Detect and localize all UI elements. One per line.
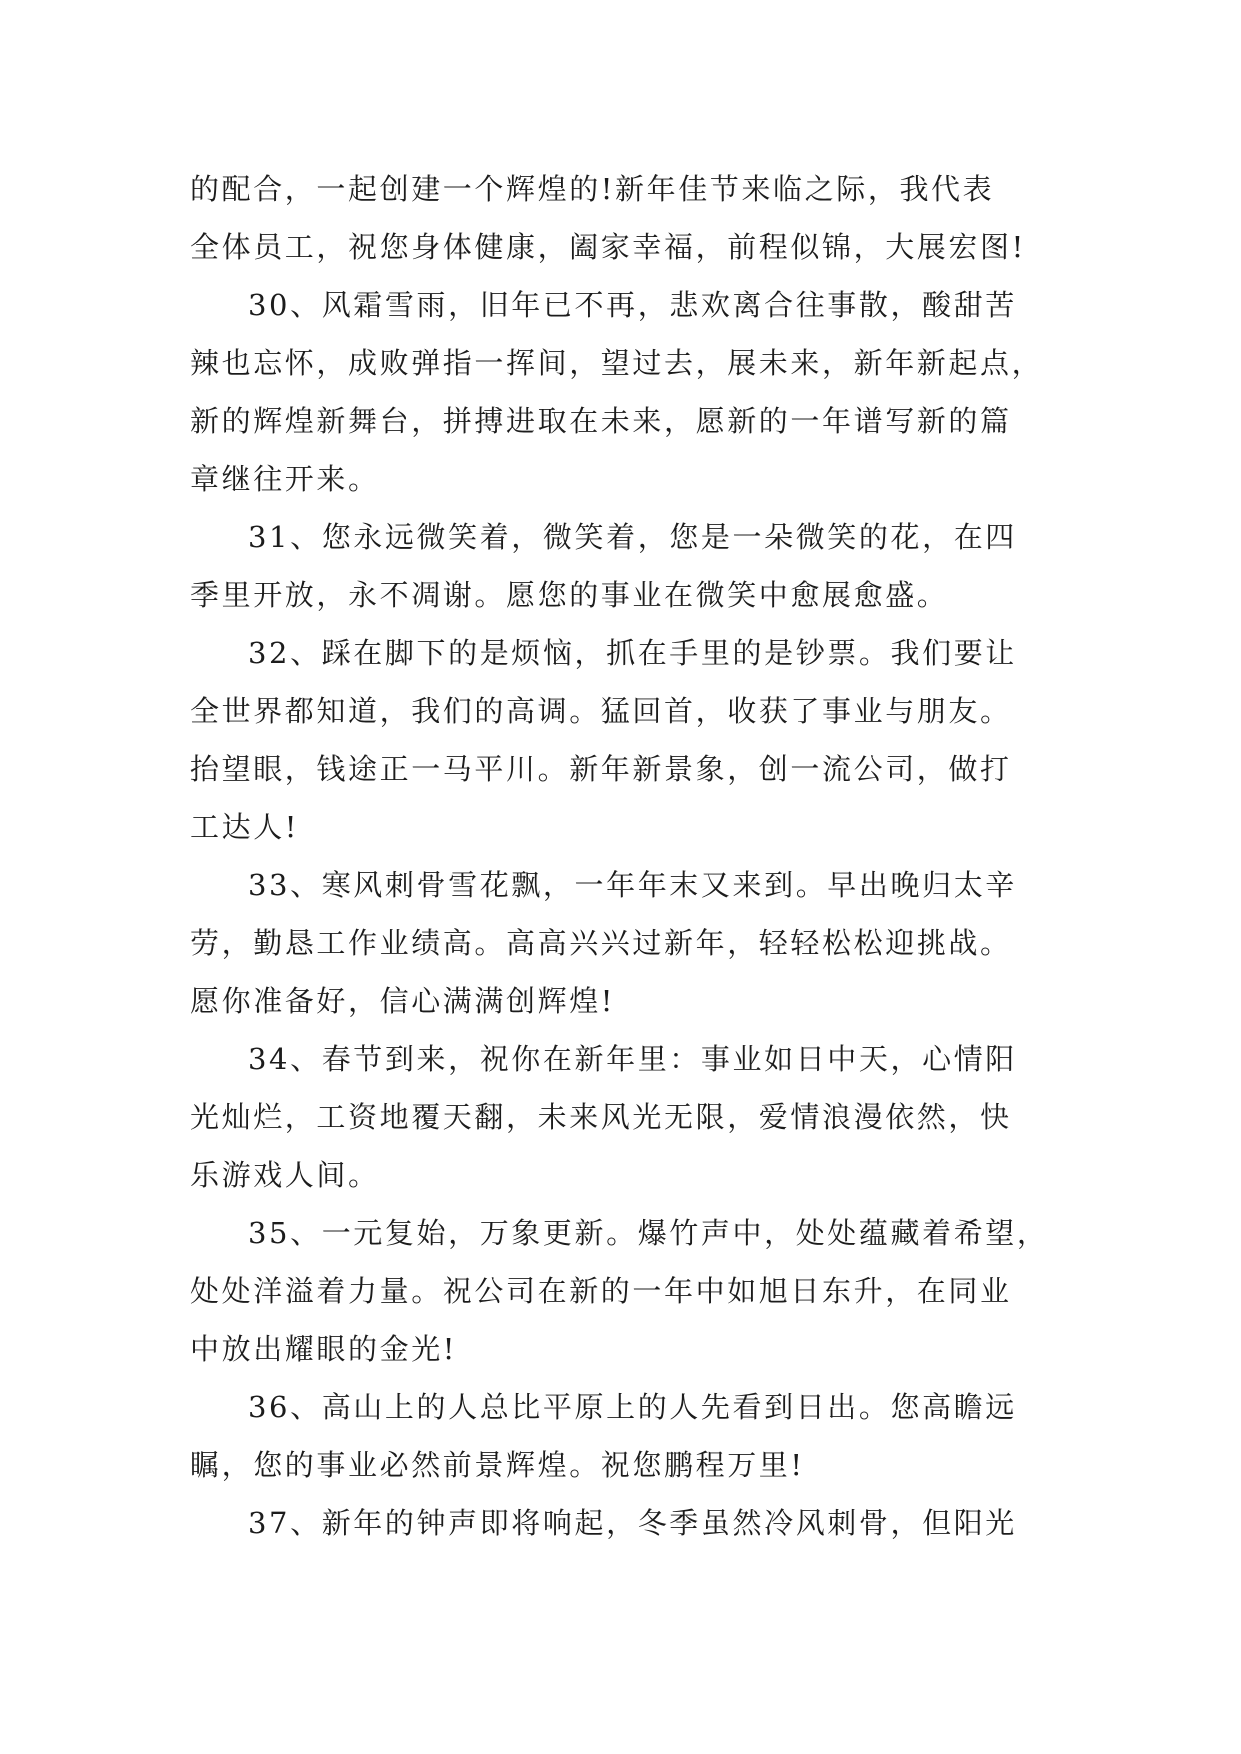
- text-line: 34、春节到来，祝你在新年里：事业如日中天，心情阳: [248, 1042, 1017, 1076]
- text-line: 全体员工，祝您身体健康，阖家幸福，前程似锦，大展宏图!: [190, 230, 1026, 264]
- text-line: 愿你准备好，信心满满创辉煌!: [190, 984, 616, 1018]
- text-line: 辣也忘怀，成败弹指一挥间，望过去，展未来，新年新起点，: [190, 346, 1044, 380]
- text-line: 35、一元复始，万象更新。爆竹声中，处处蕴藏着希望，: [248, 1216, 1049, 1250]
- text-line: 33、寒风刺骨雪花飘，一年年末又来到。早出晚归太辛: [248, 868, 1017, 902]
- text-line: 瞩，您的事业必然前景辉煌。祝您鹏程万里!: [190, 1448, 805, 1482]
- text-line: 中放出耀眼的金光!: [190, 1332, 458, 1366]
- text-line: 章继往开来。: [190, 462, 380, 496]
- text-line: 的配合，一起创建一个辉煌的!新年佳节来临之际，我代表: [190, 172, 995, 206]
- text-line: 乐游戏人间。: [190, 1158, 380, 1192]
- text-line: 季里开放，永不凋谢。愿您的事业在微笑中愈展愈盛。: [190, 578, 949, 612]
- text-line: 劳，勤恳工作业绩高。高高兴兴过新年，轻轻松松迎挑战。: [190, 926, 1012, 960]
- text-line: 光灿烂，工资地覆天翻，未来风光无限，爱情浪漫依然，快: [190, 1100, 1012, 1134]
- text-line: 37、新年的钟声即将响起，冬季虽然冷风刺骨，但阳光: [248, 1506, 1017, 1540]
- text-line: 31、您永远微笑着，微笑着，您是一朵微笑的花，在四: [248, 520, 1017, 554]
- text-line: 30、风霜雪雨，旧年已不再，悲欢离合往事散，酸甜苦: [248, 288, 1017, 322]
- text-line: 处处洋溢着力量。祝公司在新的一年中如旭日东升，在同业: [190, 1274, 1012, 1308]
- text-line: 32、踩在脚下的是烦恼，抓在手里的是钞票。我们要让: [248, 636, 1017, 670]
- text-line: 抬望眼，钱途正一马平川。新年新景象，创一流公司，做打: [190, 752, 1012, 786]
- text-line: 36、高山上的人总比平原上的人先看到日出。您高瞻远: [248, 1390, 1017, 1424]
- text-line: 新的辉煌新舞台，拼搏进取在未来，愿新的一年谱写新的篇: [190, 404, 1012, 438]
- text-line: 工达人!: [190, 810, 300, 844]
- body-text: [190, 160, 1070, 1552]
- text-line: 全世界都知道，我们的高调。猛回首，收获了事业与朋友。: [190, 694, 1012, 728]
